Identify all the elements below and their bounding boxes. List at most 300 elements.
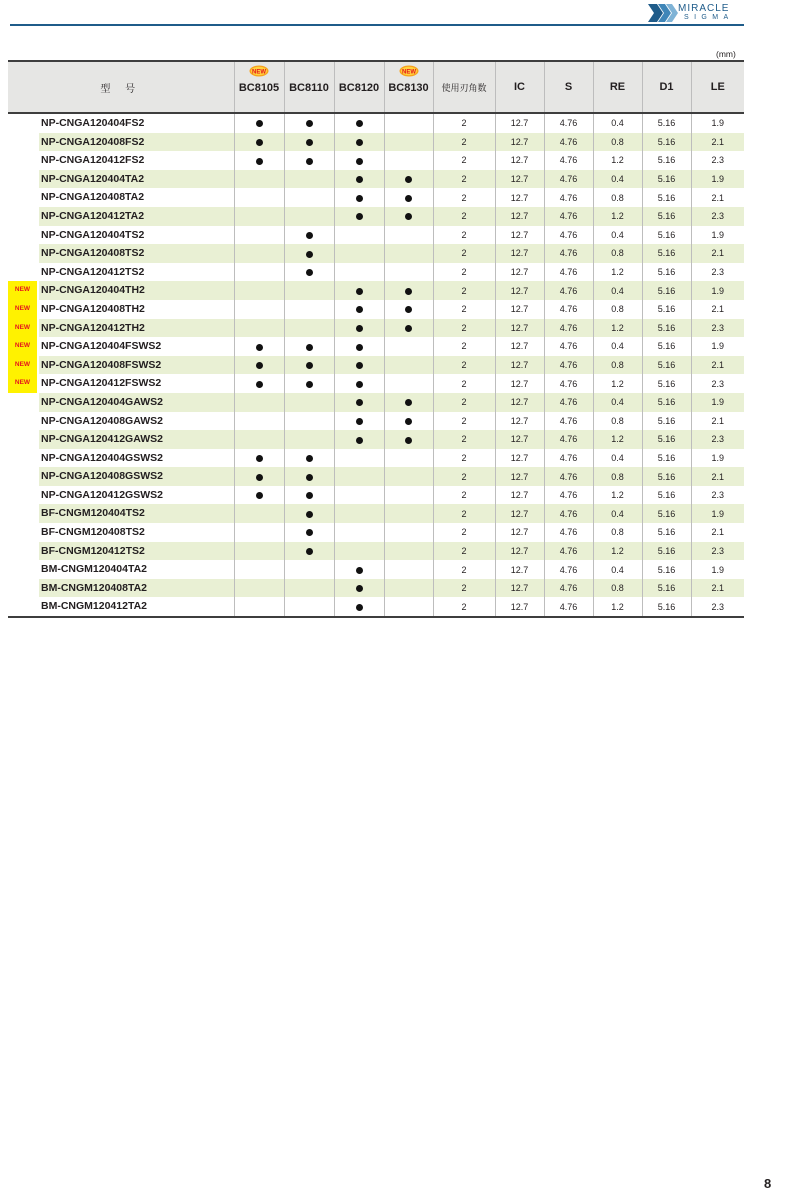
availability-dot-icon bbox=[306, 548, 313, 555]
cell-le: 1.9 bbox=[691, 170, 744, 189]
cell-edges: 2 bbox=[433, 523, 495, 542]
availability-dot-icon bbox=[356, 418, 363, 425]
cell-le: 1.9 bbox=[691, 504, 744, 523]
grade-cell bbox=[384, 430, 433, 449]
cell-re: 0.4 bbox=[593, 170, 642, 189]
model-cell bbox=[8, 263, 234, 282]
grade-cell bbox=[384, 151, 433, 170]
cell-le: 1.9 bbox=[691, 560, 744, 579]
model-cell bbox=[8, 300, 234, 319]
cell-edges: 2 bbox=[433, 579, 495, 598]
grade-cell bbox=[384, 467, 433, 486]
new-badge: NEW bbox=[8, 281, 37, 300]
availability-dot-icon bbox=[306, 120, 313, 127]
cell-d1: 5.16 bbox=[642, 579, 691, 598]
grade-cell bbox=[384, 374, 433, 393]
availability-dot-icon bbox=[405, 306, 412, 313]
grade-cell bbox=[384, 188, 433, 207]
cell-d1: 5.16 bbox=[642, 523, 691, 542]
grade-cell bbox=[284, 393, 334, 412]
cell-ic: 12.7 bbox=[495, 113, 544, 133]
cell-edges: 2 bbox=[433, 356, 495, 375]
cell-ic: 12.7 bbox=[495, 151, 544, 170]
cell-edges: 2 bbox=[433, 151, 495, 170]
cell-edges: 2 bbox=[433, 560, 495, 579]
grade-cell bbox=[234, 170, 284, 189]
cell-d1: 5.16 bbox=[642, 486, 691, 505]
new-badge: NEW bbox=[8, 319, 37, 338]
cell-le: 2.1 bbox=[691, 300, 744, 319]
cell-s: 4.76 bbox=[544, 393, 593, 412]
table-row bbox=[8, 281, 744, 300]
model-cell bbox=[8, 133, 234, 152]
grade-cell bbox=[384, 170, 433, 189]
model-name: NP-CNGA120412GAWS2 bbox=[41, 433, 163, 446]
model-cell bbox=[8, 113, 234, 133]
availability-dot-icon bbox=[356, 176, 363, 183]
grade-cell bbox=[384, 486, 433, 505]
cell-edges: 2 bbox=[433, 412, 495, 431]
model-name: BF-CNGM120408TS2 bbox=[41, 526, 145, 539]
model-name: NP-CNGA120408GAWS2 bbox=[41, 414, 163, 427]
model-name: NP-CNGA120408TA2 bbox=[41, 191, 145, 204]
cell-re: 0.8 bbox=[593, 244, 642, 263]
model-cell bbox=[8, 337, 234, 356]
cell-edges: 2 bbox=[433, 393, 495, 412]
cell-re: 0.8 bbox=[593, 133, 642, 152]
header-s: S bbox=[544, 61, 593, 113]
cell-ic: 12.7 bbox=[495, 412, 544, 431]
brand-logo bbox=[648, 2, 748, 24]
cell-le: 2.3 bbox=[691, 597, 744, 617]
grade-cell bbox=[234, 430, 284, 449]
model-cell bbox=[8, 430, 234, 449]
grade-cell bbox=[234, 467, 284, 486]
model-name: NP-CNGA120404GAWS2 bbox=[41, 395, 163, 408]
availability-dot-icon bbox=[256, 455, 263, 462]
model-cell bbox=[8, 467, 234, 486]
cell-edges: 2 bbox=[433, 504, 495, 523]
availability-dot-icon bbox=[356, 344, 363, 351]
table-row bbox=[8, 449, 744, 468]
cell-edges: 2 bbox=[433, 319, 495, 338]
grade-cell bbox=[284, 486, 334, 505]
grade-cell bbox=[284, 504, 334, 523]
cell-edges: 2 bbox=[433, 244, 495, 263]
cell-edges: 2 bbox=[433, 374, 495, 393]
table-row bbox=[8, 151, 744, 170]
cell-d1: 5.16 bbox=[642, 467, 691, 486]
new-badge: NEW bbox=[8, 356, 37, 375]
grade-cell bbox=[334, 356, 384, 375]
cell-re: 0.8 bbox=[593, 300, 642, 319]
cell-ic: 12.7 bbox=[495, 579, 544, 598]
cell-ic: 12.7 bbox=[495, 374, 544, 393]
cell-edges: 2 bbox=[433, 281, 495, 300]
grade-cell bbox=[234, 412, 284, 431]
model-cell bbox=[8, 504, 234, 523]
availability-dot-icon bbox=[306, 232, 313, 239]
grade-cell bbox=[284, 133, 334, 152]
grade-cell bbox=[234, 133, 284, 152]
cell-s: 4.76 bbox=[544, 356, 593, 375]
grade-cell bbox=[334, 188, 384, 207]
grade-cell bbox=[234, 560, 284, 579]
grade-cell bbox=[234, 319, 284, 338]
grade-cell bbox=[384, 337, 433, 356]
cell-d1: 5.16 bbox=[642, 449, 691, 468]
cell-s: 4.76 bbox=[544, 263, 593, 282]
cell-re: 1.2 bbox=[593, 207, 642, 226]
availability-dot-icon bbox=[256, 344, 263, 351]
grade-cell bbox=[334, 300, 384, 319]
logo-chevron-icon bbox=[648, 2, 678, 24]
cell-ic: 12.7 bbox=[495, 467, 544, 486]
availability-dot-icon bbox=[306, 529, 313, 536]
cell-s: 4.76 bbox=[544, 113, 593, 133]
cell-s: 4.76 bbox=[544, 151, 593, 170]
cell-edges: 2 bbox=[433, 170, 495, 189]
grade-cell bbox=[284, 281, 334, 300]
cell-d1: 5.16 bbox=[642, 412, 691, 431]
cell-s: 4.76 bbox=[544, 504, 593, 523]
cell-s: 4.76 bbox=[544, 207, 593, 226]
cell-le: 2.3 bbox=[691, 207, 744, 226]
grade-cell bbox=[384, 412, 433, 431]
grade-cell bbox=[234, 263, 284, 282]
availability-dot-icon bbox=[405, 176, 412, 183]
availability-dot-icon bbox=[306, 139, 313, 146]
new-badge: NEW bbox=[8, 300, 37, 319]
cell-re: 1.2 bbox=[593, 542, 642, 561]
cell-d1: 5.16 bbox=[642, 542, 691, 561]
cell-d1: 5.16 bbox=[642, 337, 691, 356]
cell-re: 0.4 bbox=[593, 504, 642, 523]
model-cell bbox=[8, 374, 234, 393]
model-name: NP-CNGA120412FS2 bbox=[41, 154, 145, 167]
cell-re: 0.8 bbox=[593, 356, 642, 375]
grade-cell bbox=[284, 560, 334, 579]
cell-d1: 5.16 bbox=[642, 170, 691, 189]
grade-cell bbox=[284, 226, 334, 245]
cell-edges: 2 bbox=[433, 207, 495, 226]
model-name: BM-CNGM120404TA2 bbox=[41, 563, 147, 576]
grade-cell bbox=[334, 393, 384, 412]
grade-cell bbox=[334, 319, 384, 338]
cell-ic: 12.7 bbox=[495, 430, 544, 449]
availability-dot-icon bbox=[405, 195, 412, 202]
grade-cell bbox=[234, 393, 284, 412]
cell-edges: 2 bbox=[433, 542, 495, 561]
cell-re: 1.2 bbox=[593, 430, 642, 449]
cell-le: 1.9 bbox=[691, 449, 744, 468]
availability-dot-icon bbox=[306, 158, 313, 165]
model-name: NP-CNGA120404FSWS2 bbox=[41, 340, 162, 353]
model-name: NP-CNGA120412GSWS2 bbox=[41, 488, 163, 501]
availability-dot-icon bbox=[405, 437, 412, 444]
new-burst-icon bbox=[249, 65, 269, 77]
header-grade-bc8120 bbox=[334, 61, 384, 113]
table-row bbox=[8, 300, 744, 319]
cell-le: 1.9 bbox=[691, 337, 744, 356]
cell-ic: 12.7 bbox=[495, 319, 544, 338]
header-edges: 使用刃角数 bbox=[433, 61, 495, 113]
cell-d1: 5.16 bbox=[642, 113, 691, 133]
cell-ic: 12.7 bbox=[495, 486, 544, 505]
cell-edges: 2 bbox=[433, 467, 495, 486]
cell-edges: 2 bbox=[433, 133, 495, 152]
cell-ic: 12.7 bbox=[495, 207, 544, 226]
cell-d1: 5.16 bbox=[642, 188, 691, 207]
model-cell bbox=[8, 207, 234, 226]
cell-re: 0.8 bbox=[593, 412, 642, 431]
grade-cell bbox=[234, 207, 284, 226]
model-name: NP-CNGA120412TS2 bbox=[41, 265, 145, 278]
cell-d1: 5.16 bbox=[642, 244, 691, 263]
header-grade-bc8105 bbox=[234, 61, 284, 113]
grade-cell bbox=[334, 113, 384, 133]
table-row bbox=[8, 133, 744, 152]
cell-re: 0.4 bbox=[593, 337, 642, 356]
header-rule bbox=[10, 24, 744, 26]
cell-ic: 12.7 bbox=[495, 188, 544, 207]
availability-dot-icon bbox=[356, 585, 363, 592]
cell-ic: 12.7 bbox=[495, 133, 544, 152]
cell-s: 4.76 bbox=[544, 244, 593, 263]
table-row bbox=[8, 263, 744, 282]
grade-cell bbox=[334, 133, 384, 152]
header-grade-bc8110 bbox=[284, 61, 334, 113]
model-cell bbox=[8, 244, 234, 263]
table-row bbox=[8, 337, 744, 356]
header-grade-bc8130 bbox=[384, 61, 433, 113]
grade-cell bbox=[234, 244, 284, 263]
table-row bbox=[8, 486, 744, 505]
cell-ic: 12.7 bbox=[495, 337, 544, 356]
cell-ic: 12.7 bbox=[495, 560, 544, 579]
model-cell bbox=[8, 523, 234, 542]
product-table bbox=[8, 60, 744, 618]
cell-d1: 5.16 bbox=[642, 597, 691, 617]
cell-ic: 12.7 bbox=[495, 523, 544, 542]
cell-le: 2.3 bbox=[691, 263, 744, 282]
table-header bbox=[8, 61, 744, 113]
model-cell bbox=[8, 356, 234, 375]
cell-le: 2.1 bbox=[691, 579, 744, 598]
model-cell bbox=[8, 449, 234, 468]
cell-ic: 12.7 bbox=[495, 597, 544, 617]
model-cell bbox=[8, 226, 234, 245]
grade-cell bbox=[384, 263, 433, 282]
cell-d1: 5.16 bbox=[642, 263, 691, 282]
unit-label: (mm) bbox=[716, 49, 736, 59]
grade-cell bbox=[334, 523, 384, 542]
cell-edges: 2 bbox=[433, 226, 495, 245]
grade-cell bbox=[384, 393, 433, 412]
grade-label: BC8120 bbox=[338, 82, 380, 94]
model-cell bbox=[8, 170, 234, 189]
model-cell bbox=[8, 542, 234, 561]
grade-cell bbox=[334, 263, 384, 282]
availability-dot-icon bbox=[256, 381, 263, 388]
grade-cell bbox=[284, 374, 334, 393]
cell-s: 4.76 bbox=[544, 337, 593, 356]
cell-re: 0.4 bbox=[593, 113, 642, 133]
cell-d1: 5.16 bbox=[642, 430, 691, 449]
cell-le: 1.9 bbox=[691, 113, 744, 133]
table-row bbox=[8, 467, 744, 486]
model-name: NP-CNGA120412TA2 bbox=[41, 209, 145, 222]
model-name: BF-CNGM120412TS2 bbox=[41, 544, 145, 557]
availability-dot-icon bbox=[306, 511, 313, 518]
grade-cell bbox=[284, 430, 334, 449]
cell-re: 1.2 bbox=[593, 151, 642, 170]
table-body bbox=[8, 113, 744, 617]
cell-re: 1.2 bbox=[593, 319, 642, 338]
header-le: LE bbox=[691, 61, 744, 113]
cell-d1: 5.16 bbox=[642, 504, 691, 523]
table-row bbox=[8, 207, 744, 226]
model-name: BM-CNGM120408TA2 bbox=[41, 581, 147, 594]
cell-edges: 2 bbox=[433, 430, 495, 449]
table-row bbox=[8, 170, 744, 189]
cell-re: 1.2 bbox=[593, 486, 642, 505]
cell-edges: 2 bbox=[433, 113, 495, 133]
grade-cell bbox=[384, 207, 433, 226]
logo-word: MIRACLE bbox=[678, 3, 730, 14]
cell-s: 4.76 bbox=[544, 412, 593, 431]
availability-dot-icon bbox=[356, 437, 363, 444]
cell-s: 4.76 bbox=[544, 374, 593, 393]
new-badge: NEW bbox=[8, 337, 37, 356]
grade-cell bbox=[384, 523, 433, 542]
table-row bbox=[8, 542, 744, 561]
grade-cell bbox=[334, 226, 384, 245]
model-cell bbox=[8, 579, 234, 598]
availability-dot-icon bbox=[306, 269, 313, 276]
availability-dot-icon bbox=[306, 455, 313, 462]
cell-le: 1.9 bbox=[691, 281, 744, 300]
table-row bbox=[8, 319, 744, 338]
cell-ic: 12.7 bbox=[495, 449, 544, 468]
grade-cell bbox=[334, 597, 384, 617]
model-name: NP-CNGA120412FSWS2 bbox=[41, 377, 162, 390]
table-row bbox=[8, 412, 744, 431]
model-name: NP-CNGA120408TS2 bbox=[41, 247, 145, 260]
availability-dot-icon bbox=[356, 139, 363, 146]
cell-ic: 12.7 bbox=[495, 263, 544, 282]
grade-cell bbox=[234, 597, 284, 617]
svg-text:NEW: NEW bbox=[401, 69, 416, 76]
table-row bbox=[8, 244, 744, 263]
cell-s: 4.76 bbox=[544, 430, 593, 449]
page-number: 8 bbox=[764, 1176, 772, 1191]
grade-cell bbox=[284, 412, 334, 431]
availability-dot-icon bbox=[306, 492, 313, 499]
availability-dot-icon bbox=[356, 306, 363, 313]
grade-cell bbox=[334, 244, 384, 263]
grade-cell bbox=[234, 281, 284, 300]
cell-re: 0.4 bbox=[593, 281, 642, 300]
grade-cell bbox=[234, 356, 284, 375]
grade-cell bbox=[334, 207, 384, 226]
model-cell bbox=[8, 319, 234, 338]
grade-cell bbox=[334, 467, 384, 486]
grade-cell bbox=[384, 300, 433, 319]
logo-sub: SIGMA bbox=[684, 14, 734, 21]
cell-edges: 2 bbox=[433, 300, 495, 319]
model-name: BM-CNGM120412TA2 bbox=[41, 600, 147, 613]
cell-s: 4.76 bbox=[544, 188, 593, 207]
grade-cell bbox=[234, 486, 284, 505]
cell-re: 1.2 bbox=[593, 263, 642, 282]
availability-dot-icon bbox=[306, 381, 313, 388]
availability-dot-icon bbox=[356, 399, 363, 406]
table-row bbox=[8, 374, 744, 393]
grade-cell bbox=[234, 113, 284, 133]
availability-dot-icon bbox=[256, 139, 263, 146]
model-name: NP-CNGA120404TH2 bbox=[41, 284, 145, 297]
cell-le: 2.3 bbox=[691, 486, 744, 505]
availability-dot-icon bbox=[256, 120, 263, 127]
grade-cell bbox=[334, 542, 384, 561]
grade-cell bbox=[284, 113, 334, 133]
cell-edges: 2 bbox=[433, 263, 495, 282]
cell-s: 4.76 bbox=[544, 467, 593, 486]
cell-ic: 12.7 bbox=[495, 170, 544, 189]
grade-cell bbox=[334, 504, 384, 523]
cell-re: 0.8 bbox=[593, 523, 642, 542]
table-row bbox=[8, 597, 744, 617]
model-name: NP-CNGA120412TH2 bbox=[41, 321, 145, 334]
grade-cell bbox=[284, 300, 334, 319]
cell-re: 0.4 bbox=[593, 560, 642, 579]
grade-cell bbox=[284, 523, 334, 542]
cell-ic: 12.7 bbox=[495, 504, 544, 523]
grade-cell bbox=[384, 560, 433, 579]
grade-cell bbox=[284, 151, 334, 170]
model-cell bbox=[8, 597, 234, 617]
cell-le: 2.1 bbox=[691, 188, 744, 207]
grade-cell bbox=[284, 337, 334, 356]
availability-dot-icon bbox=[356, 288, 363, 295]
cell-edges: 2 bbox=[433, 337, 495, 356]
cell-le: 2.1 bbox=[691, 467, 744, 486]
grade-cell bbox=[284, 467, 334, 486]
grade-cell bbox=[284, 207, 334, 226]
cell-le: 2.3 bbox=[691, 374, 744, 393]
availability-dot-icon bbox=[356, 213, 363, 220]
new-badge: NEW bbox=[8, 374, 37, 393]
availability-dot-icon bbox=[306, 474, 313, 481]
cell-ic: 12.7 bbox=[495, 244, 544, 263]
cell-d1: 5.16 bbox=[642, 207, 691, 226]
availability-dot-icon bbox=[256, 158, 263, 165]
grade-cell bbox=[234, 374, 284, 393]
cell-re: 0.4 bbox=[593, 226, 642, 245]
cell-edges: 2 bbox=[433, 188, 495, 207]
cell-le: 2.1 bbox=[691, 356, 744, 375]
cell-le: 2.3 bbox=[691, 319, 744, 338]
grade-cell bbox=[334, 151, 384, 170]
grade-cell bbox=[234, 579, 284, 598]
cell-d1: 5.16 bbox=[642, 393, 691, 412]
table-row bbox=[8, 188, 744, 207]
cell-d1: 5.16 bbox=[642, 281, 691, 300]
grade-cell bbox=[384, 133, 433, 152]
grade-cell bbox=[334, 412, 384, 431]
model-name: NP-CNGA120408GSWS2 bbox=[41, 470, 163, 483]
